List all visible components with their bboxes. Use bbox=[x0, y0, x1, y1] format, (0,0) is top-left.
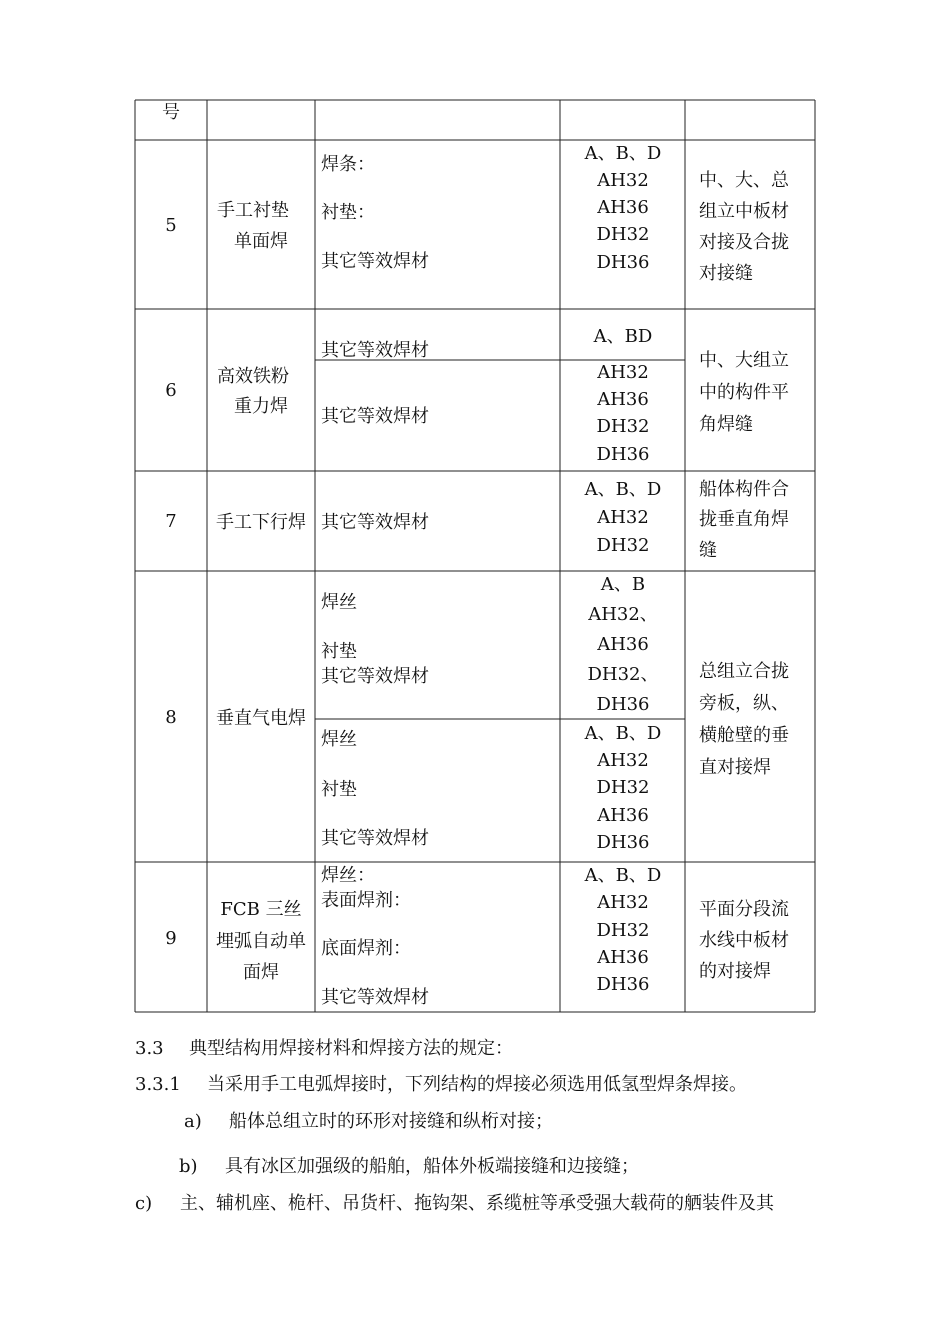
material-line: 焊丝 bbox=[321, 592, 357, 613]
scope-line: 中的构件平 bbox=[699, 382, 789, 403]
row-no: 7 bbox=[165, 511, 177, 532]
grade-line: AH36 bbox=[597, 947, 649, 968]
scope-line: 中、大组立 bbox=[699, 350, 789, 371]
grade-line: AH32 bbox=[597, 892, 649, 913]
scope-line: 直对接焊 bbox=[699, 757, 771, 778]
grade-line: AH36 bbox=[597, 634, 649, 655]
material-line: 其它等效焊材 bbox=[321, 406, 429, 427]
grade-line: DH36 bbox=[596, 694, 650, 715]
row-no: 6 bbox=[165, 380, 177, 401]
grade-line: DH32 bbox=[596, 777, 650, 798]
method-line: 手工衬垫 bbox=[217, 200, 289, 221]
scope-line: 的对接焊 bbox=[699, 961, 771, 982]
grade-line: A、B、D bbox=[584, 479, 662, 500]
material-line: 其它等效焊材 bbox=[321, 512, 429, 533]
grade-line: DH36 bbox=[596, 974, 650, 995]
subsection-number: 3.3.1 bbox=[135, 1074, 181, 1095]
method-line: 重力焊 bbox=[234, 396, 288, 417]
grade-line: DH32 bbox=[596, 535, 650, 556]
method-line: 垂直气电焊 bbox=[216, 708, 306, 729]
scope-line: 横舱壁的垂 bbox=[699, 725, 789, 746]
material-line: 其它等效焊材 bbox=[321, 666, 429, 687]
grade-line: DH32 bbox=[596, 920, 650, 941]
scope-line: 船体构件合 bbox=[699, 479, 789, 500]
material-line: 其它等效焊材 bbox=[321, 987, 429, 1008]
grade-line: AH32 bbox=[597, 170, 649, 191]
grade-line: AH36 bbox=[597, 197, 649, 218]
row-no: 9 bbox=[165, 928, 177, 949]
list-item-text: 主、辅机座、桅杆、吊货杆、拖钩架、系缆桩等承受强大载荷的舾装件及其 bbox=[180, 1193, 774, 1214]
scope-line: 旁板，纵、 bbox=[699, 693, 789, 714]
scope-line: 组立中板材 bbox=[699, 201, 789, 222]
grade-line: DH32、 bbox=[587, 664, 659, 685]
subsection-text: 当采用手工电弧焊接时，下列结构的焊接必须选用低氢型焊条焊接。 bbox=[207, 1074, 747, 1095]
material-line: 其它等效焊材 bbox=[321, 828, 429, 849]
material-line: 衬垫： bbox=[321, 202, 375, 223]
grade-line: DH36 bbox=[596, 252, 650, 273]
section-heading: 典型结构用焊接材料和焊接方法的规定： bbox=[189, 1038, 513, 1059]
scope-line: 对接缝 bbox=[699, 263, 753, 284]
scope-line: 总组立合拢 bbox=[699, 661, 789, 682]
material-line: 底面焊剂： bbox=[321, 938, 411, 959]
grade-line: A、B、D bbox=[584, 723, 662, 744]
scope-line: 缝 bbox=[699, 540, 717, 561]
method-line: 面焊 bbox=[243, 962, 279, 983]
grade-line: A、BD bbox=[593, 326, 653, 347]
scope-line: 角焊缝 bbox=[699, 414, 753, 435]
row-no: 8 bbox=[165, 707, 177, 728]
list-item-text: 船体总组立时的环形对接缝和纵桁对接； bbox=[229, 1111, 553, 1132]
material-line: 衬垫 bbox=[321, 779, 357, 800]
grade-line: AH32 bbox=[597, 750, 649, 771]
material-line: 焊条： bbox=[321, 154, 375, 175]
scope-line: 平面分段流 bbox=[699, 899, 789, 920]
method-line: FCB 三丝 bbox=[220, 899, 302, 920]
grade-line: AH32、 bbox=[588, 604, 658, 625]
material-line: 焊丝 bbox=[321, 729, 357, 750]
list-item-text: 具有冰区加强级的船舶，船体外板端接缝和边接缝； bbox=[225, 1156, 639, 1177]
grade-line: A、B、D bbox=[584, 865, 662, 886]
material-line: 其它等效焊材 bbox=[321, 251, 429, 272]
grade-line: AH32 bbox=[597, 362, 649, 383]
section-number: 3.3 bbox=[135, 1038, 164, 1059]
material-line: 焊丝： bbox=[321, 865, 375, 886]
material-line: 其它等效焊材 bbox=[321, 340, 429, 361]
method-line: 埋弧自动单 bbox=[216, 931, 306, 952]
material-line: 衬垫 bbox=[321, 641, 357, 662]
grade-line: A、B、D bbox=[584, 143, 662, 164]
grade-line: AH32 bbox=[597, 507, 649, 528]
material-line: 表面焊剂： bbox=[321, 890, 411, 911]
list-label: b) bbox=[179, 1156, 198, 1177]
list-label: c) bbox=[135, 1193, 153, 1214]
grade-line: DH36 bbox=[596, 444, 650, 465]
scope-line: 中、大、总 bbox=[699, 170, 789, 191]
row-no: 5 bbox=[165, 215, 177, 236]
list-label: a) bbox=[184, 1111, 202, 1132]
grade-line: DH36 bbox=[596, 832, 650, 853]
scope-line: 对接及合拢 bbox=[699, 232, 789, 253]
method-line: 高效铁粉 bbox=[217, 366, 289, 387]
grade-line: AH36 bbox=[597, 805, 649, 826]
grade-line: A、B bbox=[600, 574, 646, 595]
scope-line: 拢垂直角焊 bbox=[699, 509, 789, 530]
scope-line: 水线中板材 bbox=[699, 930, 789, 951]
method-line: 单面焊 bbox=[234, 231, 288, 252]
header-no-fragment: 号 bbox=[162, 102, 180, 123]
method-line: 手工下行焊 bbox=[216, 512, 306, 533]
grade-line: AH36 bbox=[597, 389, 649, 410]
grade-line: DH32 bbox=[596, 224, 650, 245]
grade-line: DH32 bbox=[596, 416, 650, 437]
